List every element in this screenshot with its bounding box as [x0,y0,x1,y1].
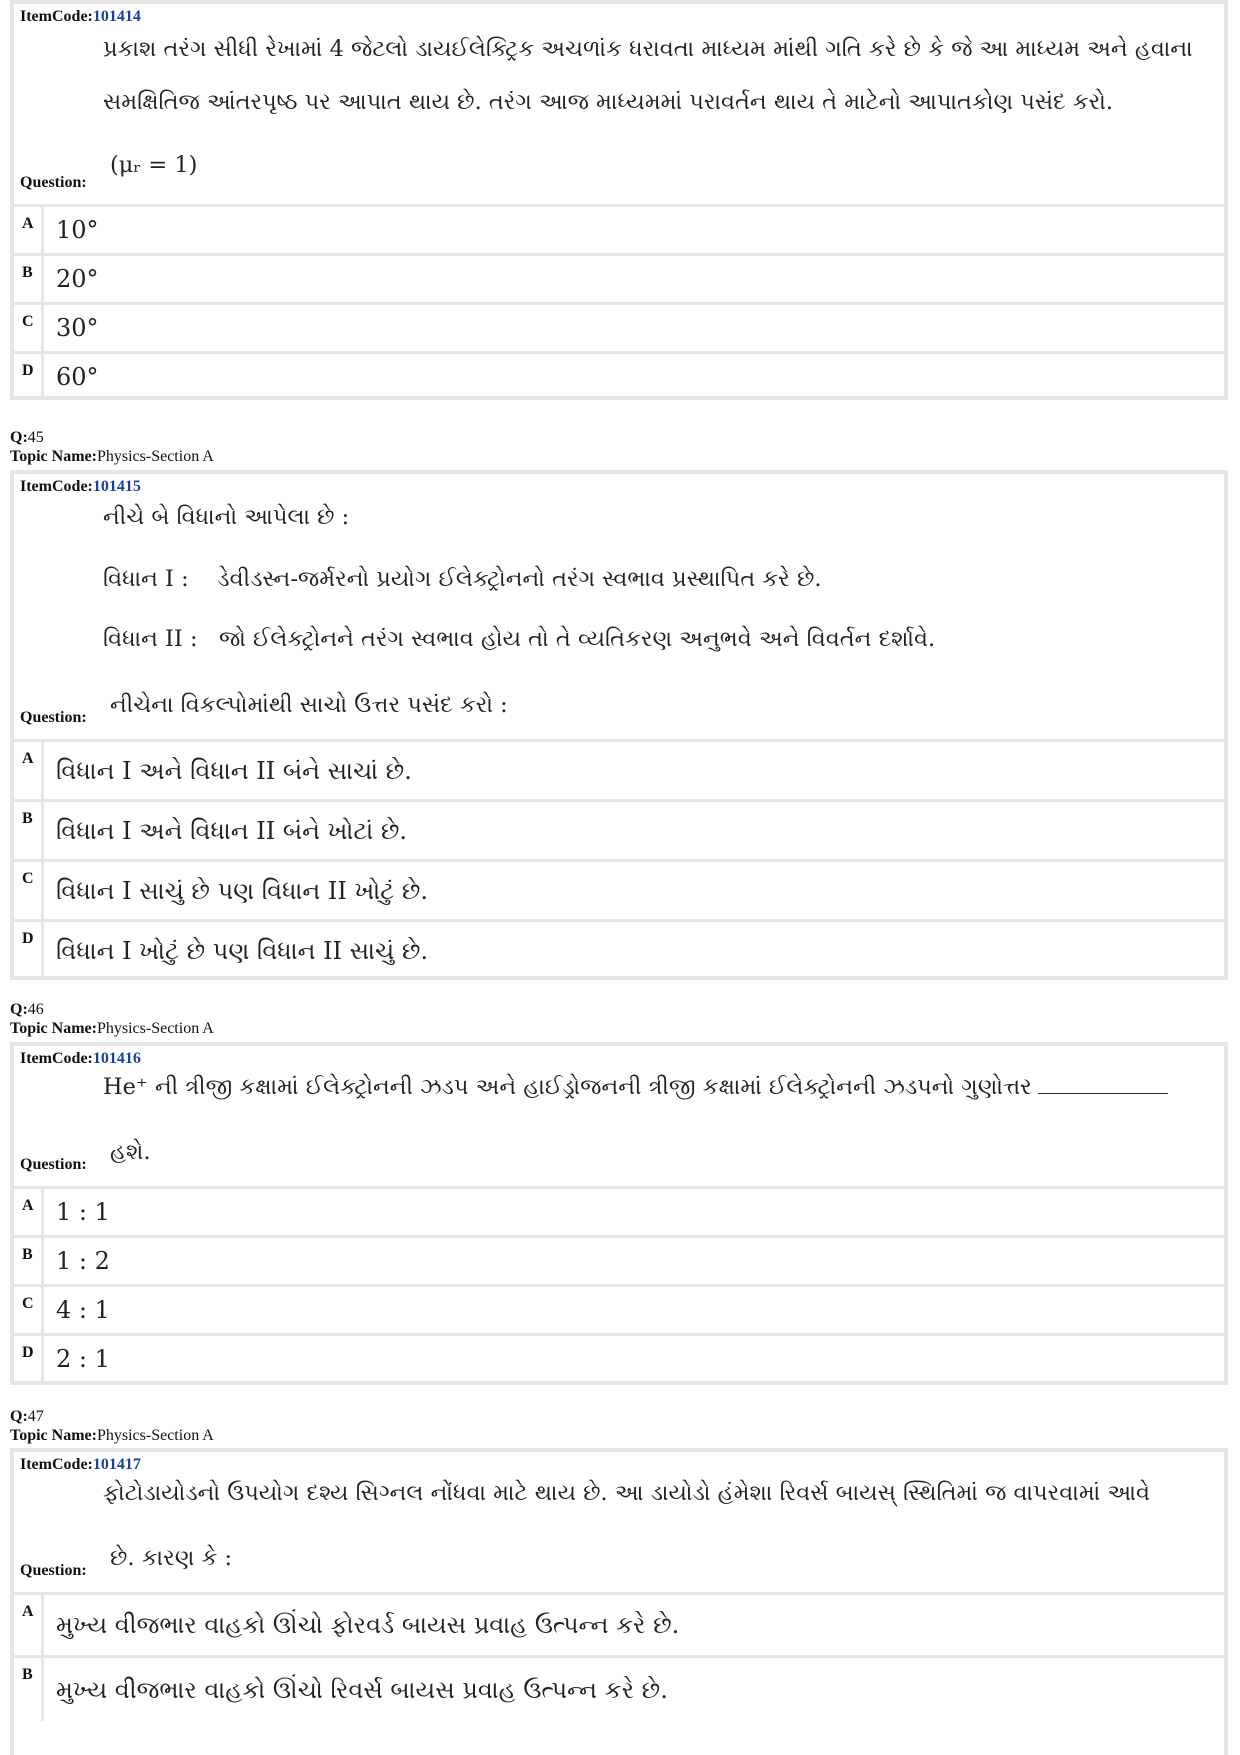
option-b[interactable] [14,802,1224,862]
option-text: 4 : 1 [56,1296,110,1324]
option-letter: C [14,1287,44,1333]
topic-name: Physics-Section A [96,1020,214,1037]
option-letter: B [14,1238,44,1284]
question-text [14,36,1224,115]
question-tail: છે. કારણ કે : [110,1545,233,1571]
option-a[interactable] [14,1189,1224,1238]
topic-name: Physics-Section A [96,1427,214,1444]
question-block-45 [10,470,1228,980]
question-block-46 [10,1042,1228,1385]
option-a[interactable] [14,1595,1224,1658]
question-tail: હશે. [110,1139,151,1165]
option-a[interactable] [14,742,1224,802]
option-text: 2 : 1 [56,1345,110,1373]
question-line: He⁺ ની ત્રીજી કક્ષામાં ઈલેક્ટ્રોનની ઝડપ અને હાઈડ્રોજનની ત્રીજી કક્ષામાં ઈલેક્ટ્રોનની ઝડપનો ગુણોત્તર [103,1074,1032,1100]
question-label: Question: [20,174,87,191]
question-label: Question: [20,1156,87,1173]
topic-name: Physics-Section A [96,448,214,465]
question-block-47 [10,1448,1228,1755]
question-line: ફોટોડાયોડનો ઉપયોગ દશ્ય સિગ્નલ નોંધવા માટે થાય છે. આ ડાયોડો હંમેશા રિવર્સ બાયસ્ સ્થિતિમાં જ વાપરવામાં આવે [103,1480,1151,1506]
option-letter: A [14,207,44,253]
question-line: નીચે બે વિધાનો આપેલા છે : [103,504,350,530]
item-code: ItemCode:101415 [20,478,141,495]
item-code: ItemCode:101416 [20,1050,141,1067]
option-b[interactable] [14,1658,1224,1721]
option-text: 1 : 2 [56,1247,110,1275]
option-text: 10° [56,216,99,244]
option-a[interactable] [14,207,1224,256]
option-text: 20° [56,265,99,293]
option-c[interactable] [14,862,1224,922]
item-code: ItemCode:101417 [20,1456,141,1473]
question-stem [14,474,1224,742]
question-header-46: Q:46 Topic Name:Physics-Section A [10,1001,214,1037]
question-number: 45 [27,429,44,446]
question-text [14,1074,1224,1100]
option-letter: D [14,922,44,980]
option-letter: B [14,802,44,859]
question-block-44 [10,0,1228,400]
question-text [14,1480,1224,1506]
option-c[interactable] [14,305,1224,354]
question-tail: (μᵣ = 1) [110,152,198,178]
option-text: વિધાન I સાચું છે પણ વિધાન II ખોટું છે. [56,876,428,905]
question-header-45: Q:45 Topic Name:Physics-Section A [10,429,214,465]
option-text: 30° [56,314,99,342]
question-header-47: Q:47 Topic Name:Physics-Section A [10,1408,214,1444]
question-text [14,504,1224,652]
option-letter: D [14,354,44,400]
question-stem [14,4,1224,207]
option-text: વિધાન I અને વિધાન II બંને ખોટાં છે. [56,816,408,845]
question-line: સમક્ષિતિજ આંતરપૃષ્ઠ પર આપાત થાય છે. તરંગ આજ માધ્યમમાં પરાવર્તન થાય તે માટેનો આપાતકોણ પસંદ કરો. [103,89,1114,115]
statement-1: વિધાન I : ડેવીડસ્ન-જર્મરનો પ્રયોગ ઈલેક્ટ્રોનનો તરંગ સ્વભાવ પ્રસ્થાપિત કરે છે. [103,566,822,592]
option-d[interactable] [14,1336,1224,1382]
option-letter: D [14,1336,44,1382]
option-c[interactable] [14,1287,1224,1336]
question-number: 46 [27,1001,44,1018]
question-label: Question: [20,1562,87,1579]
blank-line [1038,1092,1168,1094]
statement-2: વિધાન II : જો ઈલેક્ટ્રોનને તરંગ સ્વભાવ હોય તો તે વ્યતિકરણ અનુભવે અને વિવર્તન દર્શાવે. [103,626,936,652]
option-letter: B [14,1658,44,1721]
option-letter: C [14,305,44,351]
option-text: 60° [56,363,99,391]
option-text: 1 : 1 [56,1198,110,1226]
option-text: વિધાન I અને વિધાન II બંને સાચાં છે. [56,756,412,785]
question-line: પ્રકાશ તરંગ સીધી રેખામાં 4 જેટલો ડાયઈલેક્ટ્રિક અચળાંક ધરાવતા માધ્યમ માંથી ગતિ કરે છે કે જે આ માધ્યમ અને હવાના [103,36,1193,62]
question-stem [14,1046,1224,1189]
option-text: વિધાન I ખોટું છે પણ વિધાન II સાચું છે. [56,937,428,965]
option-letter: A [14,1595,44,1655]
question-stem [14,1452,1224,1595]
question-number: 47 [27,1408,44,1425]
option-b[interactable] [14,1238,1224,1287]
option-letter: A [14,1189,44,1235]
option-letter: B [14,256,44,302]
option-b[interactable] [14,256,1224,305]
item-code: ItemCode:101414 [20,8,141,25]
option-d[interactable] [14,354,1224,400]
question-tail: નીચેના વિકલ્પોમાંથી સાચો ઉત્તર પસંદ કરો : [110,692,508,718]
option-letter: A [14,742,44,799]
option-text: મુખ્ય વીજભાર વાહકો ઊંચો ફોરવર્ડ બાયસ પ્રવાહ ઉત્પન્ન કરે છે. [56,1611,680,1639]
option-letter: C [14,862,44,919]
option-text: મુખ્ય વીજભાર વાહકો ઊંચો રિવર્સ બાયસ પ્રવાહ ઉત્પન્ન કરે છે. [56,1675,668,1704]
option-d[interactable] [14,922,1224,980]
question-label: Question: [20,709,87,726]
